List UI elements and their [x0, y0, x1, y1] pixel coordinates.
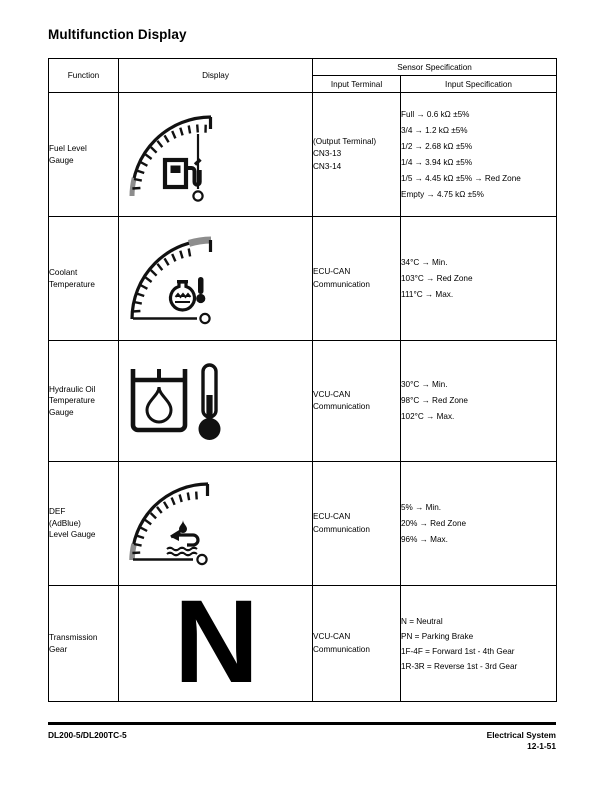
function-label-line: Gauge [49, 155, 74, 165]
function-cell-coolant-temperature [49, 217, 119, 341]
function-label-line: Coolant [49, 268, 78, 277]
display-cell-transmission-gear [119, 576, 313, 709]
display-cell-hydraulic-oil-temperature [119, 341, 313, 462]
function-cell-transmission-gear [49, 586, 119, 702]
input-terminal-line: ECU-CAN [313, 512, 351, 521]
footer-section-block [487, 730, 556, 752]
header-input-specification: Input Specification [401, 76, 557, 93]
input-spec-line: 103°C → Red Zone [401, 273, 473, 283]
display-cell-fuel-level [119, 93, 313, 217]
function-label-line: Gear [49, 644, 68, 654]
function-cell-hydraulic-oil-temperature [49, 341, 119, 462]
header-function: Function [49, 59, 119, 93]
input-terminal-line: Communication [313, 644, 370, 654]
footer-model: DL200-5/DL200TC-5 [48, 730, 127, 740]
function-label-line: Temperature [49, 279, 95, 289]
display-cell-def-level [119, 462, 313, 586]
input-spec-line: 1/4 → 3.94 kΩ ±5% [401, 157, 473, 167]
input-spec-line: 96% → Max. [401, 534, 448, 544]
input-specification-cell-def-level [401, 462, 557, 586]
header-sensor-specification: Sensor Specification [313, 59, 557, 76]
input-spec-line: Empty → 4.75 kΩ ±5% [401, 189, 484, 199]
display-cell-coolant-temperature [119, 217, 313, 341]
input-spec-line: 102°C → Max. [401, 412, 455, 421]
input-terminal-line: Communication [313, 524, 370, 534]
footer-section: Electrical System [486, 730, 556, 740]
input-terminal-line: Communication [313, 279, 370, 289]
function-label-line: Transmission [49, 633, 98, 642]
input-specification-cell-coolant-temperature [401, 217, 557, 341]
transmission-gear-neutral-icon: N [173, 576, 258, 709]
input-spec-line: 30°C → Min. [401, 380, 448, 389]
input-terminal-line: ECU-CAN [313, 267, 351, 276]
input-spec-line: 3/4 → 1.2 kΩ ±5% [401, 125, 468, 135]
function-label-line: Hydraulic Oil [49, 384, 96, 394]
input-spec-line: 1/2 → 2.68 kΩ ±5% [401, 141, 473, 151]
function-cell-fuel-level [49, 93, 119, 217]
table-row [49, 341, 557, 462]
input-terminal-cell-transmission-gear [313, 586, 401, 702]
input-terminal-cell-def-level [313, 462, 401, 586]
input-spec-line: 98°C → Red Zone [401, 396, 468, 405]
function-cell-def-level [49, 462, 119, 586]
input-spec-line: Full → 0.6 kΩ ±5% [401, 109, 470, 119]
table-row [49, 586, 557, 702]
input-terminal-line: (Output Terminal) [313, 136, 377, 146]
multifunction-display-table [48, 58, 557, 709]
input-spec-line: 1/5 → 4.45 kΩ ±5% → Red Zone [401, 173, 521, 183]
function-label-line: Gauge [49, 407, 74, 417]
table-row [49, 462, 557, 586]
input-spec-line: 5% → Min. [401, 502, 442, 512]
table-row [49, 217, 557, 341]
input-specification-cell-transmission-gear [401, 586, 557, 702]
input-spec-line: 1F-4F = Forward 1st - 4th Gear [401, 646, 515, 656]
input-terminal-line: Communication [313, 402, 370, 411]
coolant-temperature-gauge-icon [119, 229, 312, 329]
input-specification-cell-fuel-level [401, 93, 557, 217]
page-title: Multifunction Display [48, 27, 187, 42]
input-spec-line: N = Neutral [401, 616, 443, 626]
input-terminal-line: CN3-13 [313, 149, 342, 159]
def-adblue-level-gauge-icon [119, 476, 312, 571]
function-label-line: Fuel Level [49, 144, 87, 153]
footer-page-number: 12-1-51 [527, 741, 556, 751]
function-label-line: Temperature [49, 396, 95, 406]
header-input-terminal: Input Terminal [313, 76, 401, 93]
input-terminal-line: VCU-CAN [313, 389, 351, 399]
input-spec-line: 111°C → Max. [401, 289, 454, 299]
footer-divider [48, 722, 556, 725]
input-terminal-line: CN3-14 [313, 161, 342, 171]
function-label-line: (AdBlue) [49, 518, 81, 528]
input-spec-line: PN = Parking Brake [401, 631, 474, 641]
function-label-line: DEF [49, 507, 66, 517]
input-spec-line: 20% → Red Zone [401, 518, 467, 528]
header-display: Display [119, 59, 313, 93]
function-label-line: Level Gauge [49, 530, 96, 540]
input-terminal-cell-fuel-level [313, 93, 401, 217]
input-spec-line: 34°C → Min. [401, 257, 448, 267]
table-header-row-1 [49, 59, 557, 76]
hydraulic-oil-temperature-icon [119, 357, 312, 445]
input-specification-cell-hydraulic-oil-temperature [401, 341, 557, 462]
input-spec-line: 1R-3R = Reverse 1st - 3rd Gear [401, 661, 518, 671]
fuel-level-gauge-icon [119, 104, 312, 206]
input-terminal-cell-hydraulic-oil-temperature [313, 341, 401, 462]
table-row [49, 93, 557, 217]
input-terminal-cell-coolant-temperature [313, 217, 401, 341]
input-terminal-line: VCU-CAN [313, 632, 351, 641]
